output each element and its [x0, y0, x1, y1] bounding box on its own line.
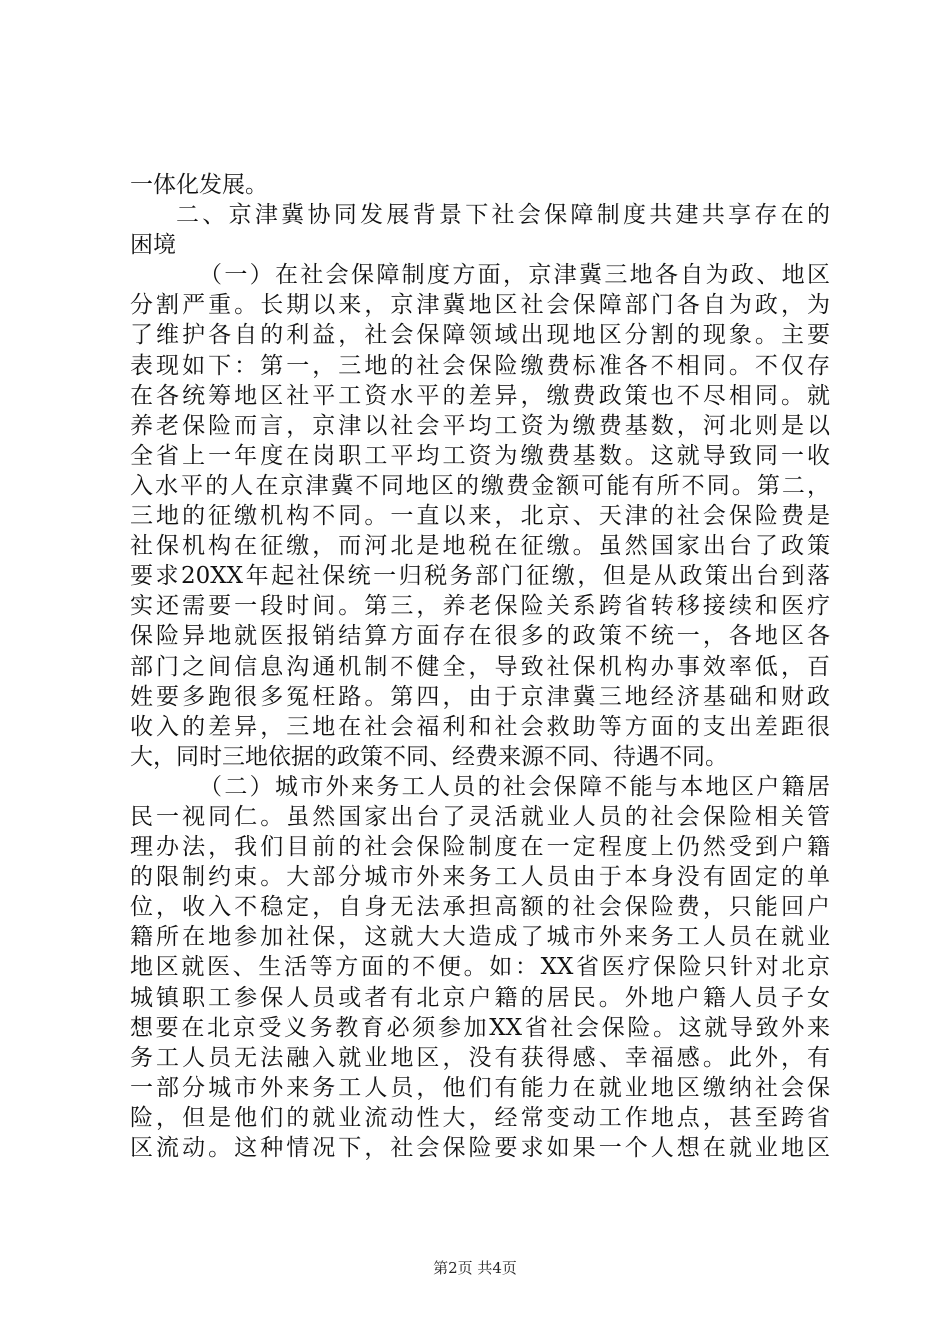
page-number-footer: 第2页 共4页	[433, 1259, 517, 1277]
paragraph-first-line: （一）在社会保障制度方面，京津冀三地各自为政、地区	[199, 262, 830, 289]
text-line: 表现如下：第一，三地的社会保险缴费标准各不相同。不仅存	[130, 352, 830, 379]
text-line: 位，收入不稳定，自身无法承担高额的社会保险费，只能回户	[130, 894, 830, 921]
text-line: 区流动。这种情况下，社会保险要求如果一个人想在就业地区	[130, 1135, 830, 1161]
text-line: 保险异地就医报销结算方面存在很多的政策不统一，各地区各	[130, 623, 830, 650]
text-line: 收入的差异，三地在社会福利和社会救助等方面的支出差距很	[130, 713, 830, 740]
text-line: 全省上一年度在岗职工平均工资为缴费基数。这就导致同一收	[130, 442, 830, 469]
text-line: 险，但是他们的就业流动性大，经常变动工作地点，甚至跨省	[130, 1104, 830, 1131]
text-line: 了维护各自的利益，社会保障领域出现地区分割的现象。主要	[130, 322, 830, 349]
text-line: 一体化发展。	[130, 172, 268, 198]
text-line: 民一视同仁。虽然国家出台了灵活就业人员的社会保险相关管	[130, 803, 830, 830]
document-body	[130, 170, 830, 1163]
text-line: 三地的征缴机构不同。一直以来，北京、天津的社会保险费是	[130, 503, 830, 530]
text-line: 的限制约束。大部分城市外来务工人员由于本身没有固定的单	[130, 864, 830, 891]
text-line: 想要在北京受义务教育必须参加XX省社会保险。这就导致外来	[130, 1014, 830, 1041]
text-line: 在各统筹地区社平工资水平的差异，缴费政策也不尽相同。就	[130, 382, 830, 409]
text-line: 分割严重。长期以来，京津冀地区社会保障部门各自为政，为	[130, 292, 830, 319]
text-line: 城镇职工参保人员或者有北京户籍的居民。外地户籍人员子女	[130, 984, 830, 1011]
text-line: 实还需要一段时间。第三，养老保险关系跨省转移接续和医疗	[130, 593, 830, 620]
text-line: 理办法，我们目前的社会保险制度在一定程度上仍然受到户籍	[130, 834, 830, 861]
text-line: 养老保险而言，京津以社会平均工资为缴费基数，河北则是以	[130, 412, 830, 439]
text-line: 务工人员无法融入就业地区，没有获得感、幸福感。此外，有	[130, 1044, 830, 1071]
text-line: 社保机构在征缴，而河北是地税在征缴。虽然国家出台了政策	[130, 533, 830, 560]
section-heading-line: 二、京津冀协同发展背景下社会保障制度共建共享存在的	[176, 202, 830, 229]
text-line: 籍所在地参加社保，这就大大造成了城市外来务工人员在就业	[130, 924, 830, 951]
paragraph-first-line: （二）城市外来务工人员的社会保障不能与本地区户籍居	[199, 773, 830, 800]
text-line: 姓要多跑很多冤枉路。第四，由于京津冀三地经济基础和财政	[130, 683, 830, 710]
text-line: 一部分城市外来务工人员，他们有能力在就业地区缴纳社会保	[130, 1074, 830, 1101]
text-line: 地区就医、生活等方面的不便。如：XX省医疗保险只针对北京	[130, 954, 830, 981]
section-heading-line: 困境	[130, 232, 176, 259]
text-line: 部门之间信息沟通机制不健全，导致社保机构办事效率低，百	[130, 653, 830, 680]
text-line: 大，同时三地依据的政策不同、经费来源不同、待遇不同。	[130, 743, 728, 770]
text-line: 要求20XX年起社保统一归税务部门征缴，但是从政策出台到落	[130, 563, 830, 590]
text-line: 入水平的人在京津冀不同地区的缴费金额可能有所不同。第二，	[130, 472, 830, 499]
